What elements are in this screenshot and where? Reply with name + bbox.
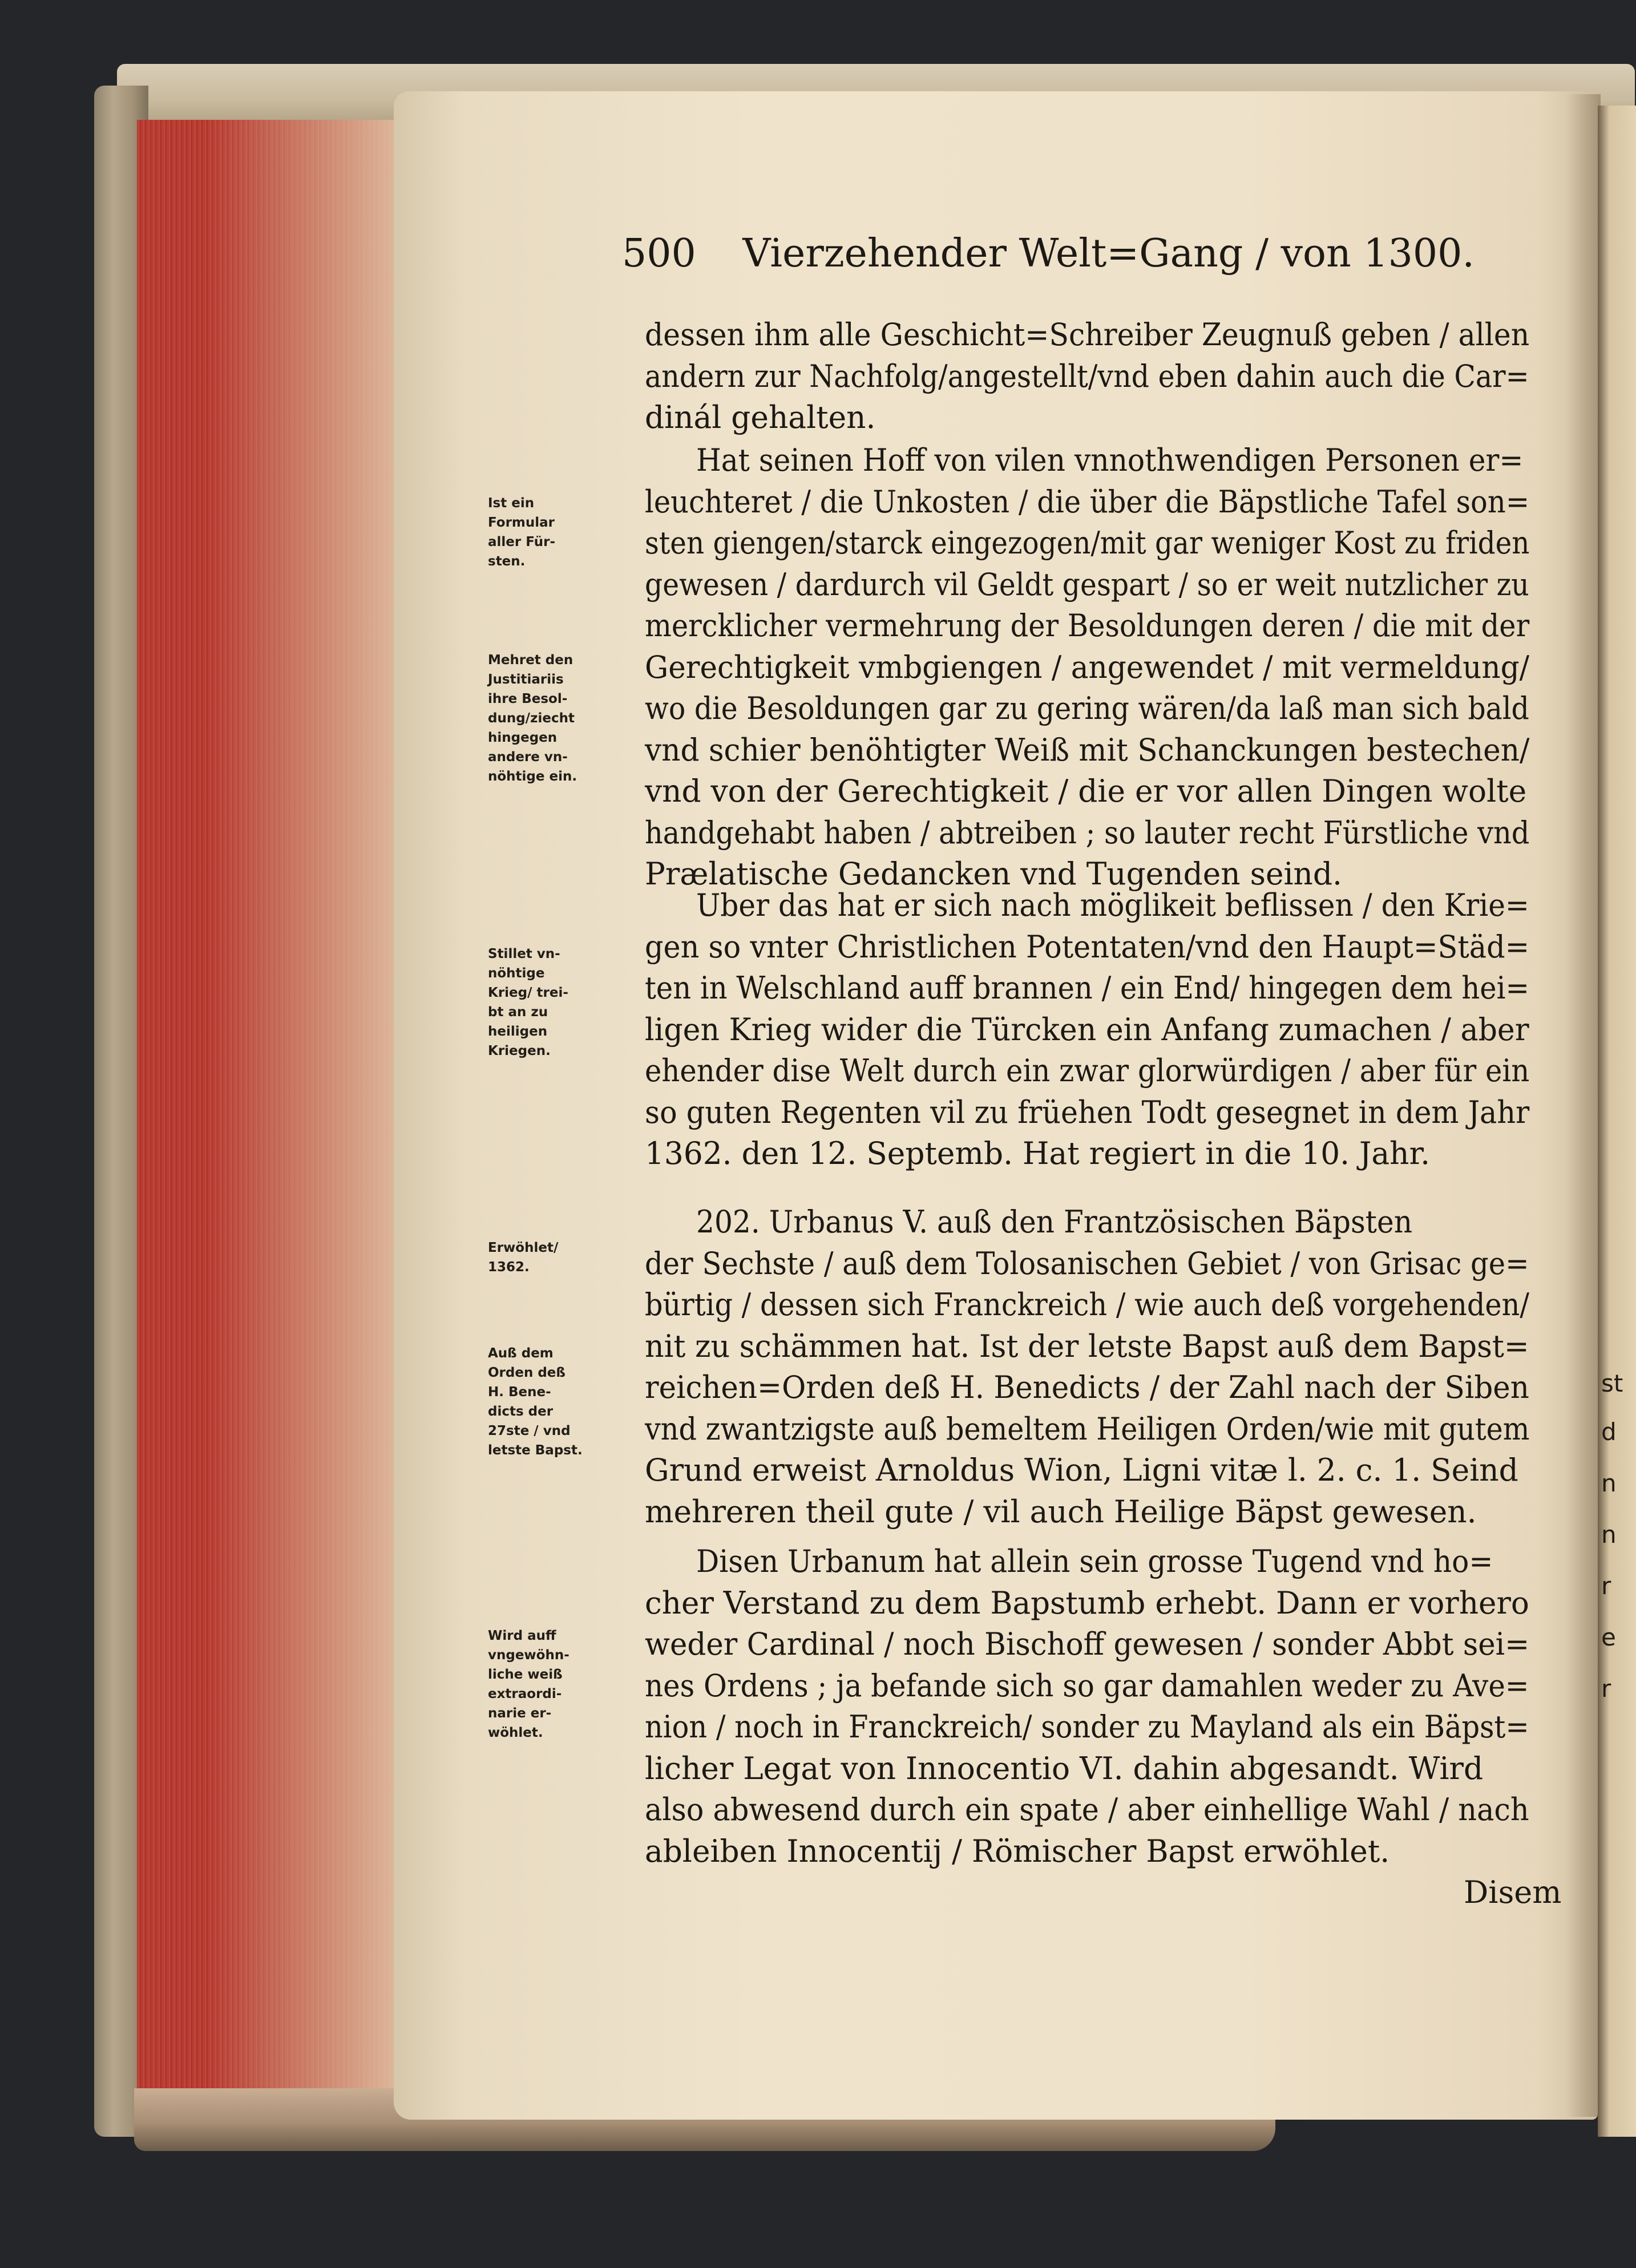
margin-note-line: narie er- (488, 1706, 552, 1721)
text-line: 202. Urbanus V. auß den Frantzösischen Bäpsten (696, 1204, 1413, 1240)
margin-note-line: Kriegen. (488, 1044, 551, 1058)
margin-note-line: Krieg/ trei- (488, 985, 568, 1000)
text-line: 1362. den 12. Septemb. Hat regiert in die 10. Jahr. (645, 1135, 1431, 1171)
margin-note-line: aller Für- (488, 535, 556, 549)
text-line: bürtig / dessen sich Franckreich / wie auch deß vorgehenden/ (645, 1287, 1529, 1323)
text-line: ableiben Innocentij / Römischer Bapst erwöhlet. (645, 1833, 1390, 1869)
text-line: nion / noch in Franckreich/ sonder zu Mayland als ein Bäpst= (645, 1709, 1529, 1745)
margin-note-line: bt an zu (488, 1005, 548, 1020)
margin-note-line: 27ste / vnd (488, 1424, 571, 1438)
catchword: Disem (1464, 1874, 1562, 1910)
margin-note (488, 1626, 622, 1743)
text-line: ligen Krieg wider die Türcken ein Anfang zumachen / aber (645, 1011, 1529, 1048)
margin-note-line: nöhtige ein. (488, 769, 577, 784)
running-header (622, 231, 1475, 276)
margin-note-line: Justitiariis (488, 672, 564, 687)
text-line: Gerechtigkeit vmbgiengen / angewendet / mit vermeldung/ (645, 649, 1530, 685)
text-line: also abwesend durch ein spate / aber einhellige Wahl / nach (645, 1792, 1529, 1828)
text-line: reichen=Orden deß H. Benedicts / der Zahl nach der Siben (645, 1369, 1529, 1405)
margin-note-line: dicts der (488, 1404, 554, 1419)
margin-note-line: Stillet vn- (488, 947, 560, 961)
text-line: nit zu schämmen hat. Ist der letste Bapst auß dem Bapst= (645, 1328, 1529, 1364)
margin-note (488, 650, 622, 786)
margin-note-line: Wird auff (488, 1628, 556, 1643)
text-line: vnd von der Gerechtigkeit / die er vor allen Dingen wolte (645, 773, 1527, 809)
text-line: Disen Urbanum hat allein sein grosse Tugend vnd ho= (696, 1543, 1493, 1579)
page-gutter-shadow (1566, 94, 1601, 2117)
margin-note-line: H. Bene- (488, 1385, 551, 1400)
margin-note-line: Formular (488, 515, 555, 530)
text-line: der Sechste / auß dem Tolosanischen Gebiet / von Grisac ge= (645, 1245, 1529, 1281)
margin-note (488, 944, 622, 1061)
margin-note-line: Auß dem (488, 1346, 554, 1361)
text-line: ehender dise Welt durch ein zwar glorwürdigen / aber für ein (645, 1053, 1530, 1089)
adjacent-fragment: n (1601, 1469, 1617, 1497)
margin-note-line: Orden deß (488, 1365, 565, 1380)
text-line: gen so vnter Christlichen Potentaten/vnd den Haupt=Städ= (645, 928, 1530, 965)
adjacent-fragment: e (1601, 1623, 1616, 1651)
text-line: Uber das hat er sich nach möglikeit beflissen / den Krie= (696, 887, 1529, 923)
text-line: Hat seinen Hoff von vilen vnnothwendigen Personen er= (696, 442, 1524, 478)
margin-note-line: dung/ziecht (488, 711, 575, 726)
page-number: 500 (622, 231, 696, 276)
text-line: dessen ihm alle Geschicht=Schreiber Zeugnuß geben / allen (645, 317, 1530, 353)
margin-note-line: ihre Besol- (488, 692, 568, 706)
margin-note (488, 494, 622, 571)
margin-note-line: letste Bapst. (488, 1443, 583, 1458)
adjacent-fragment: d (1601, 1418, 1617, 1446)
text-line: dinál gehalten. (645, 399, 876, 435)
text-line: mehreren theil gute / vil auch Heilige Bäpst gewesen. (645, 1493, 1477, 1530)
text-line: sten giengen/starck eingezogen/mit gar weniger Kost zu friden (645, 525, 1530, 561)
adjacent-fragment: r (1601, 1572, 1611, 1600)
text-line: wo die Besoldungen gar zu gering wären/da laß man sich bald (645, 690, 1529, 726)
adjacent-fragment: n (1601, 1521, 1617, 1549)
text-line: weder Cardinal / noch Bischoff gewesen / sonder Abbt sei= (645, 1626, 1530, 1662)
margin-note-line: hingegen (488, 730, 558, 745)
page-block-edges (205, 120, 399, 2100)
text-line: vnd schier benöhtigter Weiß mit Schanckungen bestechen/ (645, 731, 1530, 768)
text-line: vnd zwantzigste auß bemeltem Heiligen Orden/wie mit gutem (645, 1410, 1530, 1447)
margin-note-line: heiligen (488, 1024, 548, 1039)
margin-note (488, 1344, 622, 1460)
margin-note-line: sten. (488, 554, 526, 569)
text-line: Prælatische Gedancken vnd Tugenden seind. (645, 856, 1342, 892)
text-line: ten in Welschland auff brannen / ein End/ hingegen dem hei= (645, 970, 1530, 1006)
margin-note-line: wöhlet. (488, 1725, 543, 1740)
text-line: so guten Regenten vil zu früehen Todt gesegnet in dem Jahr (645, 1094, 1530, 1130)
text-line: mercklicher vermehrung der Besoldungen deren / die mit der (645, 608, 1530, 644)
text-line: handgehabt haben / abtreiben ; so lauter recht Fürstliche vnd (645, 814, 1530, 851)
margin-note-line: andere vn- (488, 750, 568, 765)
margin-note-line: vngewöhn- (488, 1648, 569, 1663)
text-line: gewesen / dardurch vil Geldt gespart / so er weit nutzlicher zu (645, 566, 1529, 603)
margin-note-line: liche weiß (488, 1667, 563, 1682)
running-head-title: Vierzehender Welt=Gang / von 1300. (742, 231, 1475, 276)
margin-note-line: Ist ein (488, 496, 535, 511)
text-line: cher Verstand zu dem Bapstumb erhebt. Dann er vorhero (645, 1584, 1529, 1621)
text-line: Grund erweist Arnoldus Wion, Ligni vitæ l. 2. c. 1. Seind (645, 1452, 1518, 1488)
margin-note-line: Mehret den (488, 653, 573, 668)
adjacent-fragment: st (1601, 1369, 1623, 1397)
margin-note-line: Erwöhlet/ (488, 1240, 559, 1255)
margin-note-line: 1362. (488, 1260, 530, 1275)
text-line: leuchteret / die Unkosten / die über die Bäpstliche Tafel son= (645, 483, 1530, 520)
margin-note-line: nöhtige (488, 966, 545, 981)
margin-note (488, 1238, 622, 1277)
adjacent-page-sliver (1598, 106, 1636, 2137)
adjacent-fragment: r (1601, 1675, 1611, 1703)
text-line: licher Legat von Innocentio VI. dahin abgesandt. Wird (645, 1750, 1484, 1786)
margin-note-line: extraordi- (488, 1687, 562, 1701)
text-line: nes Ordens ; ja befande sich so gar damahlen weder zu Ave= (645, 1667, 1529, 1704)
text-line: andern zur Nachfolg/angestellt/vnd eben dahin auch die Car= (645, 358, 1529, 394)
